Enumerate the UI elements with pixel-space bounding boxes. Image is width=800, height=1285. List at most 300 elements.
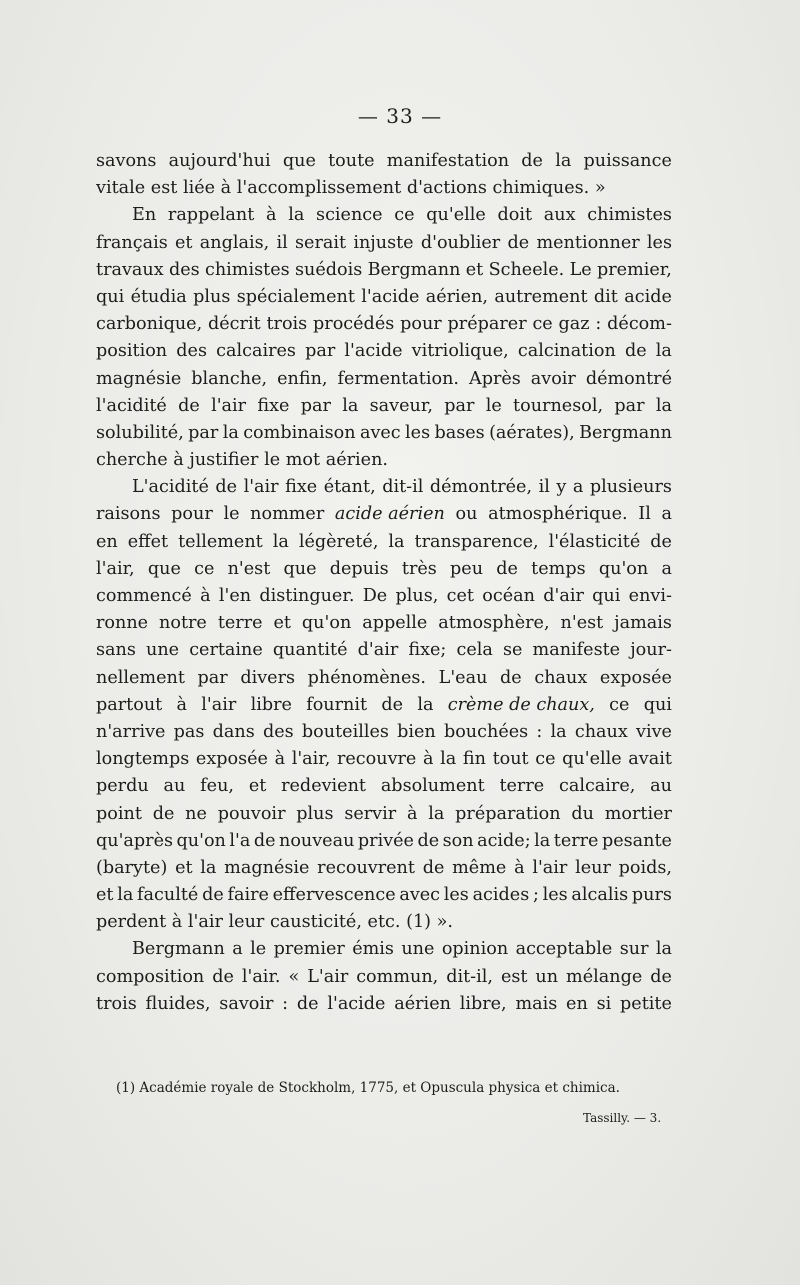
- word: faculté: [137, 885, 199, 906]
- text-line: [96, 311, 672, 338]
- word: perdent: [96, 912, 167, 933]
- page-number: — 33 —: [357, 104, 443, 128]
- text-line: [96, 529, 672, 556]
- text-line: [96, 366, 672, 393]
- word: d'air: [543, 586, 584, 606]
- word: pas: [173, 721, 205, 742]
- word: terre: [499, 776, 545, 797]
- word: l'acide: [327, 993, 386, 1014]
- word: d'oublier: [420, 232, 501, 253]
- word: :: [595, 314, 602, 335]
- word: plus: [296, 803, 334, 824]
- word: vive: [636, 721, 672, 742]
- word: terre: [553, 830, 599, 851]
- text-line: [96, 393, 672, 420]
- word: atmosphérique.: [488, 504, 628, 525]
- word: mentionner: [536, 232, 640, 253]
- word: plus,: [395, 586, 439, 606]
- word: puissance: [583, 151, 672, 171]
- word: mortier: [604, 803, 672, 824]
- word: calcaires: [216, 341, 296, 362]
- text-line: [96, 420, 672, 447]
- word: jamais: [614, 613, 672, 634]
- word: mot: [285, 450, 321, 471]
- word: ce: [609, 694, 630, 715]
- word: sur: [619, 939, 649, 960]
- word: etc.: [367, 912, 401, 933]
- text-line: [96, 338, 672, 365]
- word: acide;: [477, 830, 531, 851]
- word: doit: [497, 205, 533, 226]
- word: recouvrent: [317, 857, 415, 878]
- word: et: [96, 885, 114, 906]
- word: savons: [96, 151, 157, 171]
- word: alcalis: [571, 885, 629, 906]
- word: solubilité,: [96, 422, 184, 443]
- word: la: [655, 939, 672, 960]
- word: préparer: [447, 314, 527, 335]
- word: qu'on: [176, 830, 226, 851]
- word: opinion: [441, 939, 509, 960]
- word: de: [650, 966, 672, 987]
- word: et: [175, 857, 193, 878]
- word: bien: [397, 721, 436, 742]
- word: chimistes: [205, 259, 290, 280]
- word: leur: [575, 857, 611, 878]
- word: la: [555, 151, 572, 171]
- word: a: [232, 939, 243, 960]
- word: n'arrive: [96, 721, 166, 742]
- word: fluides,: [145, 993, 211, 1014]
- word: L'air: [307, 966, 349, 987]
- word: d'actions: [406, 178, 487, 199]
- word: des: [176, 341, 207, 362]
- word: fermentation.: [337, 368, 460, 389]
- word: la: [222, 422, 239, 443]
- word: la: [428, 803, 445, 824]
- word: travaux: [96, 259, 164, 280]
- word: ».: [436, 912, 454, 933]
- word: transparence,: [414, 531, 539, 552]
- word: à: [274, 749, 286, 770]
- word: ce: [394, 205, 415, 226]
- word: »: [594, 178, 606, 199]
- word: étudia: [130, 286, 187, 307]
- word: acide: [624, 286, 672, 307]
- word: au: [650, 776, 672, 797]
- word: de: [507, 232, 530, 253]
- word: libre: [250, 694, 292, 715]
- body-text: [96, 148, 672, 1018]
- word: (aérates),: [489, 422, 575, 443]
- word: la: [117, 885, 134, 906]
- text-line: [96, 148, 672, 175]
- word: à: [173, 450, 184, 471]
- word: absolument: [380, 776, 485, 797]
- word: mélange: [566, 966, 643, 987]
- word: de: [422, 857, 445, 878]
- word: servir: [344, 803, 397, 824]
- word: se: [502, 640, 523, 661]
- word: libre,: [459, 993, 507, 1014]
- word: saveur,: [369, 395, 433, 416]
- text-line: [96, 637, 672, 664]
- word: aujourd'hui: [168, 151, 271, 171]
- word: l'acide: [361, 286, 420, 307]
- word: exposée: [195, 749, 268, 770]
- word: bouchées: [443, 721, 529, 742]
- word: l'air: [532, 857, 568, 878]
- word: anglais,: [199, 232, 270, 253]
- word: l'air.: [241, 966, 281, 987]
- word: aérien,: [425, 286, 489, 307]
- word: est: [150, 178, 178, 199]
- word: nellement: [96, 667, 185, 688]
- word: divers: [240, 667, 296, 688]
- word: et: [465, 259, 484, 280]
- word: procédés: [313, 314, 395, 335]
- word: justifier: [189, 450, 259, 471]
- word: ou: [455, 504, 478, 525]
- word: depuis: [329, 558, 389, 579]
- italic-word: crème de chaux,: [447, 694, 595, 715]
- word: appelle: [362, 613, 428, 634]
- word: par: [614, 395, 645, 416]
- word: est: [500, 966, 528, 987]
- word: de: [650, 531, 672, 552]
- word: commencé: [96, 586, 192, 606]
- word: nommer: [250, 504, 325, 525]
- word: une: [146, 640, 180, 661]
- word: purs: [631, 885, 672, 906]
- word: suédois: [294, 259, 363, 280]
- word: distinguer.: [259, 586, 355, 606]
- word: bouteilles: [301, 721, 389, 742]
- word: dit: [593, 286, 618, 307]
- word: L'eau: [438, 667, 488, 688]
- word: science: [316, 205, 383, 226]
- word: à: [176, 694, 188, 715]
- word: qu'on: [301, 613, 352, 634]
- word: L'acidité: [132, 477, 209, 498]
- word: la: [417, 694, 434, 715]
- text-line: [96, 719, 672, 746]
- word: y: [556, 477, 567, 498]
- word: magnésie: [224, 857, 310, 878]
- word: poids,: [618, 857, 672, 878]
- word: les: [405, 422, 431, 443]
- word: manifeste: [532, 640, 621, 661]
- word: ce: [194, 558, 215, 579]
- word: démontrée,: [429, 477, 533, 498]
- word: de: [212, 966, 234, 987]
- word: que: [147, 558, 181, 579]
- text-line: [96, 501, 672, 528]
- word: étant,: [323, 477, 376, 498]
- word: commun,: [356, 966, 439, 987]
- word: acides: [472, 885, 530, 906]
- word: ;: [532, 885, 539, 906]
- word: perdu: [96, 776, 149, 797]
- text-line: [96, 447, 672, 474]
- word: pour: [171, 504, 213, 525]
- word: redevient: [281, 776, 366, 797]
- word: du: [571, 803, 594, 824]
- word: certaine: [189, 640, 263, 661]
- word: préparation: [455, 803, 561, 824]
- word: jour-: [630, 640, 672, 661]
- word: il: [538, 477, 550, 498]
- word: calcaire,: [558, 776, 636, 797]
- word: de: [296, 993, 319, 1014]
- word: effet: [127, 531, 169, 552]
- word: océan: [482, 586, 535, 606]
- word: dans: [212, 721, 255, 742]
- word: autrement: [494, 286, 588, 307]
- text-line: [96, 773, 672, 800]
- word: la: [388, 531, 405, 552]
- word: pesante: [601, 830, 672, 851]
- word: Le: [569, 259, 592, 280]
- word: l'air: [211, 395, 247, 416]
- word: aérien: [394, 993, 451, 1014]
- word: le: [223, 504, 240, 525]
- word: de: [417, 830, 440, 851]
- word: français: [96, 232, 168, 253]
- word: par: [305, 341, 336, 362]
- word: par: [300, 395, 331, 416]
- word: fournit: [306, 694, 368, 715]
- word: chaux: [534, 667, 588, 688]
- word: aérien.: [325, 450, 388, 471]
- word: l'acide: [344, 341, 403, 362]
- text-line: [96, 855, 672, 882]
- text-line: [96, 583, 672, 610]
- word: plusieurs: [589, 477, 672, 498]
- word: à: [265, 205, 277, 226]
- word: démontré: [585, 368, 672, 389]
- word: recouvre: [336, 749, 417, 770]
- word: chimistes: [587, 205, 672, 226]
- word: il: [276, 232, 288, 253]
- word: d'air: [357, 640, 399, 661]
- text-line: [96, 909, 672, 936]
- text-line: [96, 257, 672, 284]
- word: tellement: [178, 531, 263, 552]
- text-line: [96, 692, 672, 719]
- text-line: [96, 284, 672, 311]
- word: composition: [96, 966, 205, 987]
- word: la: [655, 395, 672, 416]
- word: en: [566, 993, 588, 1014]
- word: liée: [182, 178, 216, 199]
- word: premier,: [597, 259, 672, 280]
- word: la: [342, 395, 359, 416]
- word: savoir: [219, 993, 274, 1014]
- word: les: [443, 885, 469, 906]
- text-line: [96, 610, 672, 637]
- word: même: [452, 857, 507, 878]
- word: de: [496, 558, 518, 579]
- signature-mark: Tassilly. — 3.: [583, 1111, 662, 1125]
- word: émis: [352, 939, 394, 960]
- word: et: [175, 232, 193, 253]
- word: avec: [359, 422, 401, 443]
- word: quantité: [272, 640, 348, 661]
- word: décrit: [208, 314, 261, 335]
- word: l'élasticité: [548, 531, 641, 552]
- word: l'air: [187, 912, 223, 933]
- word: spécialement: [236, 286, 355, 307]
- word: :: [536, 721, 543, 742]
- word: légèreté,: [298, 531, 379, 552]
- word: en: [96, 531, 118, 552]
- word: Il: [638, 504, 651, 525]
- word: l'acidité: [96, 395, 167, 416]
- word: serait: [295, 232, 347, 253]
- text-line: [96, 202, 672, 229]
- word: toute: [328, 151, 375, 171]
- word: Bergmann: [579, 422, 672, 443]
- word: causticité,: [269, 912, 362, 933]
- word: combinaison: [243, 422, 356, 443]
- word: position: [96, 341, 168, 362]
- word: Après: [468, 368, 521, 389]
- footnote: (1) Académie royale de Stockholm, 1775, et Opuscula physica et chimica.: [116, 1080, 620, 1096]
- word: raisons: [96, 504, 161, 525]
- word: De: [362, 586, 388, 606]
- word: son: [442, 830, 474, 851]
- word: aux: [543, 205, 576, 226]
- word: de: [253, 830, 276, 851]
- word: manifestation: [386, 151, 510, 171]
- word: la: [272, 531, 289, 552]
- word: sans: [96, 640, 136, 661]
- text-line: [96, 882, 672, 909]
- word: n'est: [560, 613, 604, 634]
- word: le: [250, 939, 267, 960]
- word: la: [200, 857, 217, 878]
- word: peu: [450, 558, 484, 579]
- word: l'a: [229, 830, 251, 851]
- word: fixe: [285, 477, 318, 498]
- word: qu'elle: [562, 749, 622, 770]
- word: dit-il: [382, 477, 424, 498]
- word: feu,: [200, 776, 234, 797]
- word: tout: [492, 749, 529, 770]
- text-line: [96, 828, 672, 855]
- word: au: [163, 776, 186, 797]
- word: la: [440, 749, 457, 770]
- word: trois: [96, 993, 137, 1014]
- text-line: [96, 964, 672, 991]
- word: Bergmann: [367, 259, 461, 280]
- word: «: [288, 966, 300, 987]
- word: que: [282, 151, 316, 171]
- word: fixe: [257, 395, 290, 416]
- word: nouveau: [278, 830, 355, 851]
- word: cet: [446, 586, 474, 606]
- word: de: [152, 803, 175, 824]
- word: En: [132, 205, 157, 226]
- word: décom-: [607, 314, 672, 335]
- word: effervescence: [272, 885, 396, 906]
- word: chaux: [574, 721, 628, 742]
- word: des: [262, 721, 294, 742]
- word: fin: [462, 749, 486, 770]
- word: bases: [434, 422, 485, 443]
- word: a: [661, 504, 672, 525]
- word: à: [406, 803, 418, 824]
- word: a: [572, 477, 584, 498]
- word: la: [288, 205, 305, 226]
- word: rappelant: [167, 205, 255, 226]
- word: qui: [96, 286, 125, 307]
- word: de: [624, 341, 647, 362]
- word: calcination: [517, 341, 616, 362]
- word: phénomènes.: [307, 667, 427, 688]
- word: terre: [217, 613, 263, 634]
- text-line: [96, 746, 672, 773]
- word: de: [202, 885, 224, 906]
- word: l'air,: [96, 558, 135, 579]
- word: qui: [643, 694, 672, 715]
- word: et: [273, 613, 291, 634]
- text-line: [96, 936, 672, 963]
- word: atmosphère,: [438, 613, 550, 634]
- word: privée: [357, 830, 414, 851]
- word: leur: [228, 912, 265, 933]
- word: par: [197, 667, 228, 688]
- word: (baryte): [96, 857, 168, 878]
- word: longtemps: [96, 749, 190, 770]
- word: qu'après: [96, 830, 174, 851]
- word: faire: [227, 885, 269, 906]
- word: a: [661, 558, 672, 579]
- word: notre: [159, 613, 207, 634]
- word: très: [401, 558, 437, 579]
- word: une: [401, 939, 435, 960]
- word: (1): [406, 912, 432, 933]
- word: ne: [185, 803, 207, 824]
- word: avec: [399, 885, 441, 906]
- word: fixe;: [408, 640, 447, 661]
- word: ce: [532, 314, 553, 335]
- word: la: [655, 341, 672, 362]
- word: Bergmann: [132, 939, 225, 960]
- word: acceptable: [515, 939, 613, 960]
- word: le: [485, 395, 502, 416]
- word: premier: [273, 939, 345, 960]
- word: envi-: [628, 586, 672, 606]
- word: avait: [628, 749, 672, 770]
- text-line: [96, 801, 672, 828]
- word: pouvoir: [217, 803, 286, 824]
- word: par: [444, 395, 475, 416]
- word: de: [381, 694, 404, 715]
- word: pour: [400, 314, 442, 335]
- word: :: [282, 993, 289, 1014]
- word: de: [215, 477, 238, 498]
- word: la: [534, 830, 551, 851]
- word: l'accomplissement: [236, 178, 402, 199]
- word: l'air: [201, 694, 237, 715]
- word: qui: [592, 586, 621, 606]
- word: cela: [456, 640, 493, 661]
- word: à: [220, 178, 232, 199]
- word: ce: [535, 749, 556, 770]
- word: qu'on: [598, 558, 649, 579]
